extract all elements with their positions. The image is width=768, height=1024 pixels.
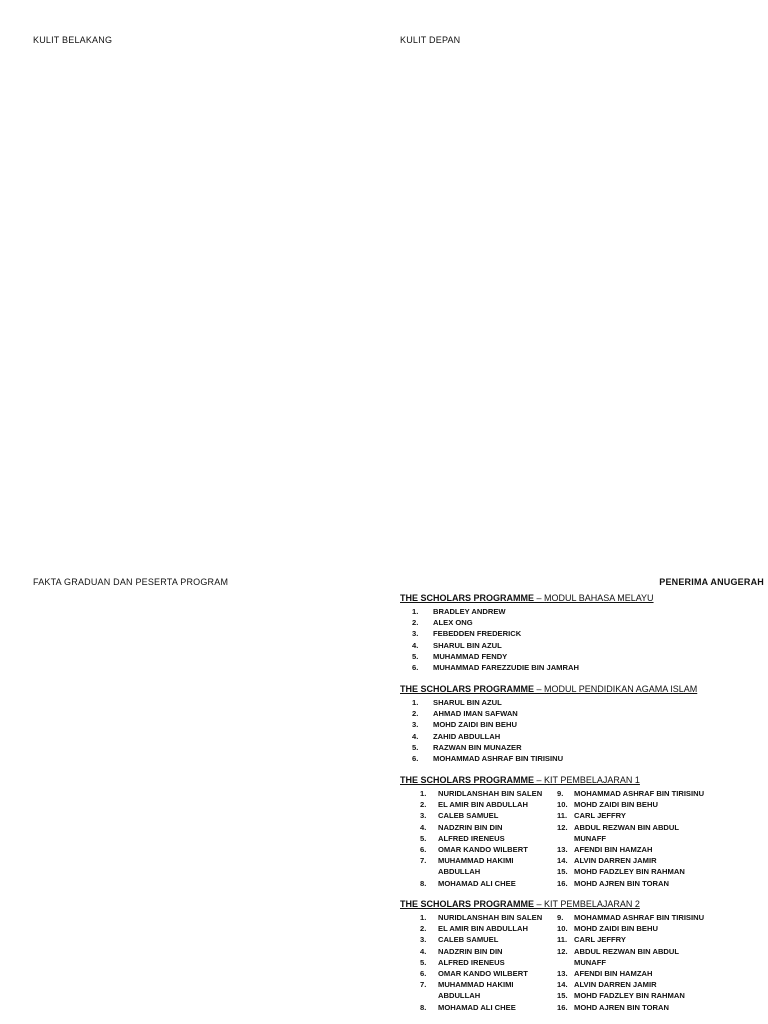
list-item: [400, 708, 764, 719]
list-item: [557, 912, 737, 923]
list-item: [557, 923, 737, 934]
recipient-name: MOHAMMAD ASHRAF BIN TIRISINU: [574, 789, 705, 798]
list-item: [400, 662, 764, 673]
recipient-list-left: [400, 912, 560, 1013]
list-item: [400, 968, 560, 979]
program-name: THE SCHOLARS PROGRAMME: [400, 775, 535, 785]
item-number: 4.: [412, 640, 419, 650]
list-item: [400, 651, 764, 662]
list-item: [400, 753, 764, 764]
list-item: [400, 640, 764, 651]
recipient-name: EL AMIR BIN ABDULLAH: [438, 800, 528, 810]
section-subtitle: MODUL PENDIDIKAN AGAMA ISLAM: [544, 684, 698, 694]
list-item: [557, 810, 737, 821]
item-number: 4.: [412, 731, 419, 741]
item-number: 10.: [557, 924, 568, 934]
item-number: 14.: [557, 856, 568, 866]
award-section-pendidikan-agama-islam: [400, 684, 764, 764]
item-number: 5.: [420, 957, 427, 967]
recipient-list-right: [557, 788, 737, 889]
list-item: [557, 946, 686, 968]
recipient-name: OMAR KANDO WILBERT: [438, 845, 528, 855]
list-item: [400, 742, 764, 753]
item-number: 16.: [557, 1002, 568, 1012]
recipient-name: BRADLEY ANDREW: [433, 607, 506, 616]
list-item: [557, 979, 737, 990]
recipient-name: CARL JEFFRY: [574, 811, 626, 821]
item-number: 2.: [412, 618, 419, 628]
list-item: [400, 731, 764, 742]
item-number: 12.: [557, 946, 568, 956]
list-item: [400, 855, 530, 877]
program-name: THE SCHOLARS PROGRAMME: [400, 593, 535, 603]
recipient-list: [400, 606, 764, 673]
list-item: [557, 866, 737, 877]
item-number: 1.: [412, 607, 419, 616]
recipient-name: NURIDLANSHAH BIN SALEN: [438, 913, 543, 922]
recipient-name: ALVIN DARREN JAMIR: [574, 980, 657, 990]
section-title: [400, 899, 764, 909]
list-item: [557, 990, 737, 1001]
recipient-name: EL AMIR BIN ABDULLAH: [438, 924, 528, 934]
recipient-name: MOHD FADZLEY BIN RAHMAN: [574, 867, 685, 877]
item-number: 13.: [557, 969, 568, 979]
title-separator: –: [534, 775, 545, 785]
item-number: 8.: [420, 878, 427, 888]
list-item: [400, 1002, 560, 1013]
list-item: [557, 878, 737, 889]
list-item: [557, 844, 737, 855]
program-name: THE SCHOLARS PROGRAMME: [400, 899, 535, 909]
recipient-name: SHARUL BIN AZUL: [433, 640, 502, 650]
item-number: 9.: [557, 789, 564, 798]
item-number: 7.: [420, 980, 427, 990]
recipient-name: CALEB SAMUEL: [438, 811, 499, 821]
item-number: 3.: [420, 811, 427, 821]
item-number: 13.: [557, 845, 568, 855]
list-item: [400, 606, 764, 617]
recipient-name: ALFRED IRENEUS: [438, 957, 505, 967]
list-item: [400, 957, 560, 968]
recipient-name: MUHAMMAD HAKIMI ABDULLAH: [438, 980, 514, 1001]
program-name: THE SCHOLARS PROGRAMME: [400, 684, 535, 694]
recipient-name: ALVIN DARREN JAMIR: [574, 856, 657, 866]
recipient-list: [400, 697, 764, 764]
item-number: 4.: [420, 822, 427, 832]
recipient-name: MOHAMAD ALI CHEE: [438, 878, 516, 888]
item-number: 15.: [557, 867, 568, 877]
list-item: [400, 934, 560, 945]
recipient-name: MUHAMMAD HAKIMI ABDULLAH: [438, 856, 514, 877]
award-section-kit-pembelajaran-2: [400, 899, 764, 1013]
recipient-name: FEBEDDEN FREDERICK: [433, 629, 522, 639]
recipient-list-left: [400, 788, 560, 889]
award-section-kit-pembelajaran-1: [400, 775, 764, 889]
list-item: [400, 799, 560, 810]
item-number: 1.: [420, 913, 427, 922]
item-number: 3.: [420, 935, 427, 945]
recipient-name: MOHAMMAD ASHRAF BIN TIRISINU: [574, 913, 705, 922]
list-item: [400, 617, 764, 628]
award-section-bahasa-melayu: [400, 593, 764, 673]
front-cover-label: KULIT DEPAN: [400, 35, 461, 45]
title-separator: –: [534, 684, 545, 694]
list-item: [400, 833, 560, 844]
back-cover-label: KULIT BELAKANG: [33, 35, 113, 45]
recipient-name: AHMAD IMAN SAFWAN: [433, 709, 518, 719]
item-number: 5.: [412, 742, 419, 752]
recipient-name: CALEB SAMUEL: [438, 935, 499, 945]
item-number: 7.: [420, 856, 427, 866]
list-item: [400, 719, 764, 730]
item-number: 6.: [420, 969, 427, 979]
list-item: [400, 844, 560, 855]
list-item: [557, 934, 737, 945]
item-number: 2.: [420, 924, 427, 934]
recipient-name: MOHD FADZLEY BIN RAHMAN: [574, 991, 685, 1001]
recipient-name: CARL JEFFRY: [574, 935, 626, 945]
item-number: 5.: [412, 651, 419, 661]
item-number: 10.: [557, 800, 568, 810]
section-title: [400, 593, 764, 603]
recipient-name: RAZWAN BIN MUNAZER: [433, 742, 522, 752]
item-number: 2.: [412, 709, 419, 719]
facts-label: FAKTA GRADUAN DAN PESERTA PROGRAM: [33, 577, 229, 587]
item-number: 2.: [420, 800, 427, 810]
recipient-name: NADZRIN BIN DIN: [438, 822, 503, 832]
item-number: 5.: [420, 833, 427, 843]
recipient-name: NURIDLANSHAH BIN SALEN: [438, 789, 543, 798]
item-number: 8.: [420, 1002, 427, 1012]
item-number: 1.: [420, 789, 427, 798]
recipient-name: AFENDI BIN HAMZAH: [574, 845, 653, 855]
recipient-name: ALEX ONG: [433, 618, 473, 628]
list-item: [557, 788, 737, 799]
item-number: 1.: [412, 698, 419, 707]
recipient-name: OMAR KANDO WILBERT: [438, 969, 528, 979]
item-number: 16.: [557, 878, 568, 888]
list-item: [400, 697, 764, 708]
list-item: [400, 946, 560, 957]
list-item: [400, 628, 764, 639]
recipients-heading: PENERIMA ANUGERAH: [659, 577, 764, 587]
recipient-name: ABDUL REZWAN BIN ABDUL MUNAFF: [574, 822, 679, 843]
section-title: [400, 775, 764, 785]
item-number: 12.: [557, 822, 568, 832]
recipient-name: MUHAMMAD FENDY: [433, 651, 508, 661]
section-subtitle: MODUL BAHASA MELAYU: [544, 593, 654, 603]
recipient-name: MOHD AJREN BIN TORAN: [574, 1002, 669, 1012]
title-separator: –: [534, 899, 545, 909]
list-item: [557, 799, 737, 810]
recipient-name: NADZRIN BIN DIN: [438, 946, 503, 956]
item-number: 6.: [412, 754, 419, 764]
title-separator: –: [534, 593, 545, 603]
item-number: 3.: [412, 720, 419, 730]
list-item: [557, 968, 737, 979]
section-title: [400, 684, 764, 694]
recipient-name: AFENDI BIN HAMZAH: [574, 969, 653, 979]
item-number: 11.: [557, 811, 568, 821]
recipient-name: MUHAMMAD FAREZZUDIE BIN JAMRAH: [433, 663, 579, 673]
item-number: 3.: [412, 629, 419, 639]
list-item: [557, 1002, 737, 1013]
recipient-name: ABDUL REZWAN BIN ABDUL MUNAFF: [574, 946, 679, 967]
item-number: 6.: [420, 845, 427, 855]
recipient-list-right: [557, 912, 737, 1013]
item-number: 9.: [557, 913, 564, 922]
recipient-name: MOHAMAD ALI CHEE: [438, 1002, 516, 1012]
list-item: [400, 788, 560, 799]
item-number: 14.: [557, 980, 568, 990]
list-item: [400, 878, 560, 889]
list-item: [400, 822, 560, 833]
list-item: [400, 979, 530, 1001]
list-item: [557, 822, 686, 844]
item-number: 15.: [557, 991, 568, 1001]
section-subtitle: KIT PEMBELAJARAN 1: [544, 775, 640, 785]
recipient-name: MOHAMMAD ASHRAF BIN TIRISINU: [433, 754, 564, 764]
item-number: 4.: [420, 946, 427, 956]
recipient-name: SHARUL BIN AZUL: [433, 698, 502, 707]
item-number: 6.: [412, 663, 419, 673]
list-item: [557, 855, 737, 866]
recipient-name: ZAHID ABDULLAH: [433, 731, 501, 741]
list-item: [400, 923, 560, 934]
recipient-name: MOHD ZAIDI BIN BEHU: [574, 800, 658, 810]
list-item: [400, 912, 560, 923]
recipient-name: ALFRED IRENEUS: [438, 833, 505, 843]
recipient-name: MOHD ZAIDI BIN BEHU: [433, 720, 517, 730]
recipient-name: MOHD AJREN BIN TORAN: [574, 878, 669, 888]
list-item: [400, 810, 560, 821]
item-number: 11.: [557, 935, 568, 945]
section-subtitle: KIT PEMBELAJARAN 2: [544, 899, 640, 909]
recipient-name: MOHD ZAIDI BIN BEHU: [574, 924, 658, 934]
